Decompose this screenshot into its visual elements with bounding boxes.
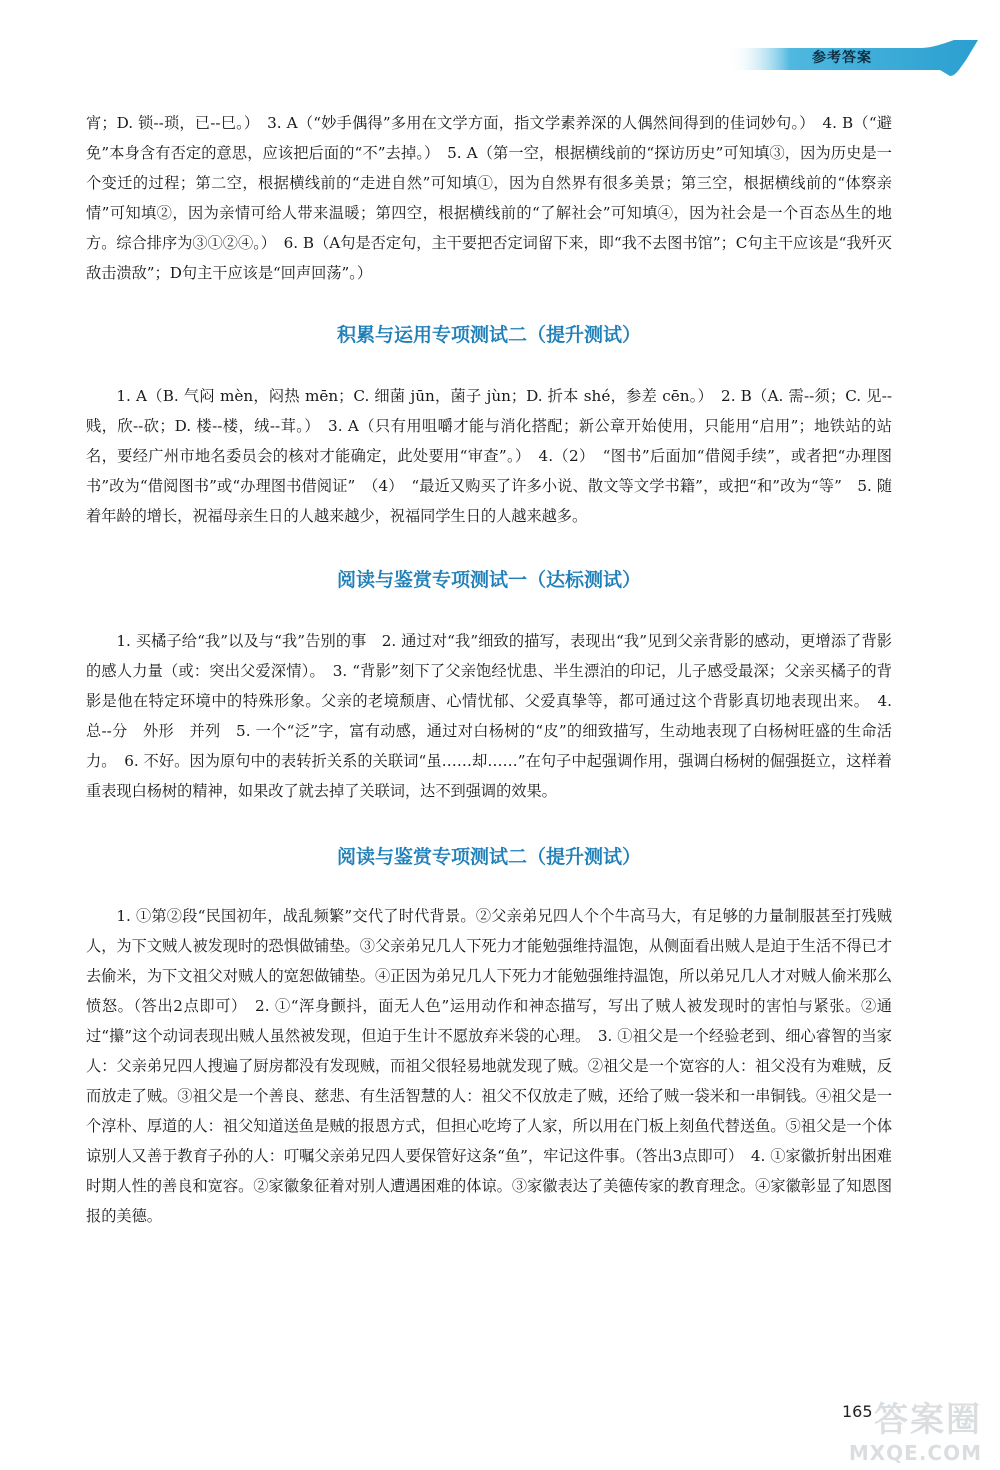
section-title: 阅读与鉴赏专项测试一（达标测试） — [336, 569, 641, 591]
watermark-logo: 答案圈 — [874, 1400, 982, 1440]
section-title: 积累与运用专项测试二（提升测试） — [336, 324, 641, 346]
header-tab — [728, 40, 978, 76]
section-paragraph: 1. A（B. 气闷 mèn，闷热 mēn；C. 细菌 jūn，菌子 jùn；D. 折本 shé，参差 cēn。） 2. B（A. 需--须；C. 见--贱，欣--砍；D. 楼--楼，绒--茸。） 3. A（只有用咀嚼才能与消化搭配；新公章开始使用，只能用“启用”；地铁站的站名，要经广州市地名委员会的核对才能确定，此处要用“审查”。） 4.（2） “图书”后面加“借阅手续”，或者把“办理图书”改为“借阅图书”或“办理图书借阅证” （4） “最近又购买了许多小说、散文等文学书籍”，或把“和”改为“等” 5. 随着年龄的增长，祝福母亲生日的人越来越少，祝福同学生日的人越来越多。 — [86, 387, 892, 525]
section-paragraph: 1. ①第②段“民国初年，战乱频繁”交代了时代背景。②父亲弟兄四人个个牛高马大，有足够的力量制服甚至打残贼人，为下文贼人被发现时的恐惧做铺垫。③父亲弟兄几人下死力才能勉强维持温饱，从侧面看出贼人是迫于生活不得已才去偷米，为下文祖父对贼人的宽恕做铺垫。④正因为弟兄几人下死力才能勉强维持温饱，所以弟兄几人才对贼人偷米那么愤怒。（答出2点即可） 2. ①“浑身颤抖，面无人色”运用动作和神态描写，写出了贼人被发现时的害怕与紧张。②通过“攥”这个动词表现出贼人虽然被发现，但迫于生计不愿放弃米袋的心理。 3. ①祖父是一个经验老到、细心睿智的当家人：父亲弟兄四人搜遍了厨房都没有发现贼，而祖父很轻易地就发现了贼。②祖父是一个宽容的人：祖父没有为难贼，反而放走了贼。③祖父是一个善良、慈悲、有生活智慧的人：祖父不仅放走了贼，还给了贼一袋米和一串铜钱。④祖父是一个淳朴、厚道的人：祖父知道送鱼是贼的报恩方式，但担心吃垮了人家，所以用在门板上刻鱼代替送鱼。⑤祖父是一个体谅别人又善于教育子孙的人：叮嘱父亲弟兄四人要保管好这条“鱼”，牢记这件事。（答出3点即可） 4. ①家徽折射出困难时期人性的善良和宽容。②家徽象征着对别人遭遇困难的体谅。③家徽表达了美德传家的教育理念。④家徽彰显了知恩图报的美德。 — [86, 907, 892, 1225]
intro-paragraph: 宵；D. 锁--琐，已--巳。） 3. A（“妙手偶得”多用在文学方面，指文学素养深的人偶然间得到的佳词妙句。） 4. B（“避免”本身含有否定的意思，应该把后面的“不”去掉。） 5. A（第一空，根据横线前的“探访历史”可知填③，因为历史是一个变迁的过程；第二空，根据横线前的“走进自然”可知填①，因为自然界有很多美景；第三空，根据横线前的“体察亲情”可知填②，因为亲情可给人带来温暖；第四空，根据横线前的“了解社会”可知填④，因为社会是一个百态丛生的地方。综合排序为③①②④。） 6. B（A句是否定句，主干要把否定词留下来，即“我不去图书馆”；C句主干应该是“我歼灭敌击溃敌”；D句主干应该是“回声回荡”。） — [86, 114, 892, 282]
header-label: 参考答案 — [812, 50, 872, 66]
watermark — [832, 1392, 982, 1465]
watermark-url: MXQE.COM — [848, 1441, 982, 1465]
answer-content — [86, 108, 892, 1231]
section-title: 阅读与鉴赏专项测试二（提升测试） — [336, 846, 641, 868]
section-paragraph: 1. 买橘子给“我”以及与“我”告别的事 2. 通过对“我”细致的描写，表现出“我”见到父亲背影的感动，更增添了背影的感人力量（或：突出父爱深情）。 3. “背影”刻下了父亲饱经忧患、半生漂泊的印记，儿子感受最深；父亲买橘子的背影是他在特定环境中的特殊形象。父亲的老境颓唐、心情忧郁、父爱真挚等，都可通过这个背影真切地表现出来。 4. 总--分 外形 并列 5. 一个“泛”字，富有动感，通过对白杨树的“皮”的细致描写，生动地表现了白杨树旺盛的生命活力。 6. 不好。因为原句中的表转折关系的关联词“虽……却……”在句子中起强调作用，强调白杨树的倔强挺立，这样着重表现白杨树的精神，如果改了就去掉了关联词，达不到强调的效果。 — [86, 632, 892, 800]
page-number: 165 — [842, 1402, 873, 1421]
